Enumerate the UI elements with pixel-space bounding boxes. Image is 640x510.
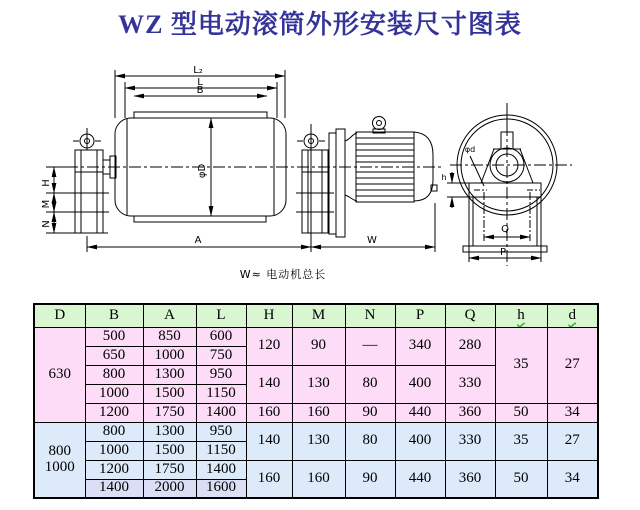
dim-label-l: L xyxy=(197,77,203,88)
cell: 330 xyxy=(445,365,495,403)
cell: 34 xyxy=(547,460,598,498)
cell: 1400 xyxy=(196,403,246,422)
cell: 1150 xyxy=(196,384,246,403)
cell: 600 xyxy=(196,327,246,346)
col-header-M: M xyxy=(292,304,345,327)
cell: 360 xyxy=(445,403,495,422)
cell: 650 xyxy=(85,346,143,365)
drum-end-view xyxy=(450,103,572,266)
col-header-h: h xyxy=(495,304,547,327)
cell: 1200 xyxy=(85,403,143,422)
col-header-L: L xyxy=(196,304,246,327)
cell: 800 xyxy=(85,422,143,441)
col-header-N: N xyxy=(345,304,395,327)
col-header-P: P xyxy=(395,304,445,327)
col-header-Q: Q xyxy=(445,304,495,327)
cell: 1400 xyxy=(85,479,143,498)
cell: 160 xyxy=(246,403,292,422)
dimension-table xyxy=(33,303,599,499)
cell: 850 xyxy=(143,327,196,346)
cell: 800 xyxy=(85,365,143,384)
cell: 750 xyxy=(196,346,246,365)
cell: 1500 xyxy=(143,441,196,460)
cell: 27 xyxy=(547,422,598,460)
cell: 1200 xyxy=(85,460,143,479)
dim-label-phi-d-bolt: φd xyxy=(464,145,476,154)
cell: 500 xyxy=(85,327,143,346)
table-row xyxy=(34,327,598,346)
col-header-d: d xyxy=(547,304,598,327)
cell: 90 xyxy=(345,460,395,498)
dim-label-n: N xyxy=(41,220,52,228)
right-pedestal xyxy=(296,124,334,252)
dim-label-q: Q xyxy=(501,224,509,235)
cell: 160 xyxy=(292,460,345,498)
cell: 1300 xyxy=(143,365,196,384)
cell: 50 xyxy=(495,460,547,498)
cell: 50 xyxy=(495,403,547,422)
drawing-caption: W≈ 电动机总长 xyxy=(239,268,327,281)
cell: 2000 xyxy=(143,479,196,498)
cell: 440 xyxy=(395,403,445,422)
dim-label-h-pedestal: H xyxy=(41,179,52,187)
dim-label-h-base: h xyxy=(441,173,447,182)
cell: 140 xyxy=(246,365,292,403)
cell: 90 xyxy=(345,403,395,422)
cell: 90 xyxy=(292,327,345,365)
drum-side-view xyxy=(66,112,447,222)
col-header-D: D xyxy=(34,304,85,327)
cell: 1750 xyxy=(143,403,196,422)
cell: 160 xyxy=(292,403,345,422)
cell: — xyxy=(345,327,395,365)
cell: 1300 xyxy=(143,422,196,441)
col-header-B: B xyxy=(85,304,143,327)
cell: 340 xyxy=(395,327,445,365)
cell-D-800-1000: 800 1000 xyxy=(34,422,85,498)
bottom-dimensions xyxy=(87,203,435,252)
cell: 950 xyxy=(196,422,246,441)
cell: 160 xyxy=(246,460,292,498)
cell: 130 xyxy=(292,365,345,403)
cell: 27 xyxy=(547,327,598,403)
cell: 1000 xyxy=(85,441,143,460)
table-row xyxy=(34,460,598,479)
table-row xyxy=(34,403,598,422)
dim-label-l2: L₂ xyxy=(193,65,203,76)
cell: 440 xyxy=(395,460,445,498)
cell-D-630: 630 xyxy=(34,327,85,422)
cell: 34 xyxy=(547,403,598,422)
dim-label-b: B xyxy=(196,85,204,96)
left-eye-bolt-icon xyxy=(73,128,101,150)
cell: 1150 xyxy=(196,441,246,460)
table-header-row xyxy=(34,304,598,327)
motor-side-view xyxy=(329,117,437,238)
dim-label-p: P xyxy=(499,247,507,258)
motor-lifting-eye-icon xyxy=(373,117,386,134)
col-header-H: H xyxy=(246,304,292,327)
table-row xyxy=(34,422,598,441)
cell: 330 xyxy=(445,422,495,460)
cell: 1000 xyxy=(85,384,143,403)
cell: 400 xyxy=(395,365,445,403)
cell: 1400 xyxy=(196,460,246,479)
dim-label-a: A xyxy=(194,235,202,246)
page-title: WZ 型电动滚筒外形安装尺寸图表 xyxy=(118,10,522,39)
dim-label-w: W xyxy=(367,235,377,246)
dim-label-phi-d-drum: φD xyxy=(197,163,208,179)
cell: 950 xyxy=(196,365,246,384)
cell: 280 xyxy=(445,327,495,365)
cell: 1500 xyxy=(143,384,196,403)
cell: 80 xyxy=(345,422,395,460)
cell: 35 xyxy=(495,422,547,460)
cell: 80 xyxy=(345,365,395,403)
cell: 1750 xyxy=(143,460,196,479)
col-header-A: A xyxy=(143,304,196,327)
cell: 120 xyxy=(246,327,292,365)
cell: 35 xyxy=(495,327,547,403)
cell: 400 xyxy=(395,422,445,460)
dim-label-m: M xyxy=(41,199,52,209)
cell: 1600 xyxy=(196,479,246,498)
left-pedestal xyxy=(69,128,116,233)
cell: 360 xyxy=(445,460,495,498)
cell: 130 xyxy=(292,422,345,460)
cell: 140 xyxy=(246,422,292,460)
cell: 1000 xyxy=(143,346,196,365)
